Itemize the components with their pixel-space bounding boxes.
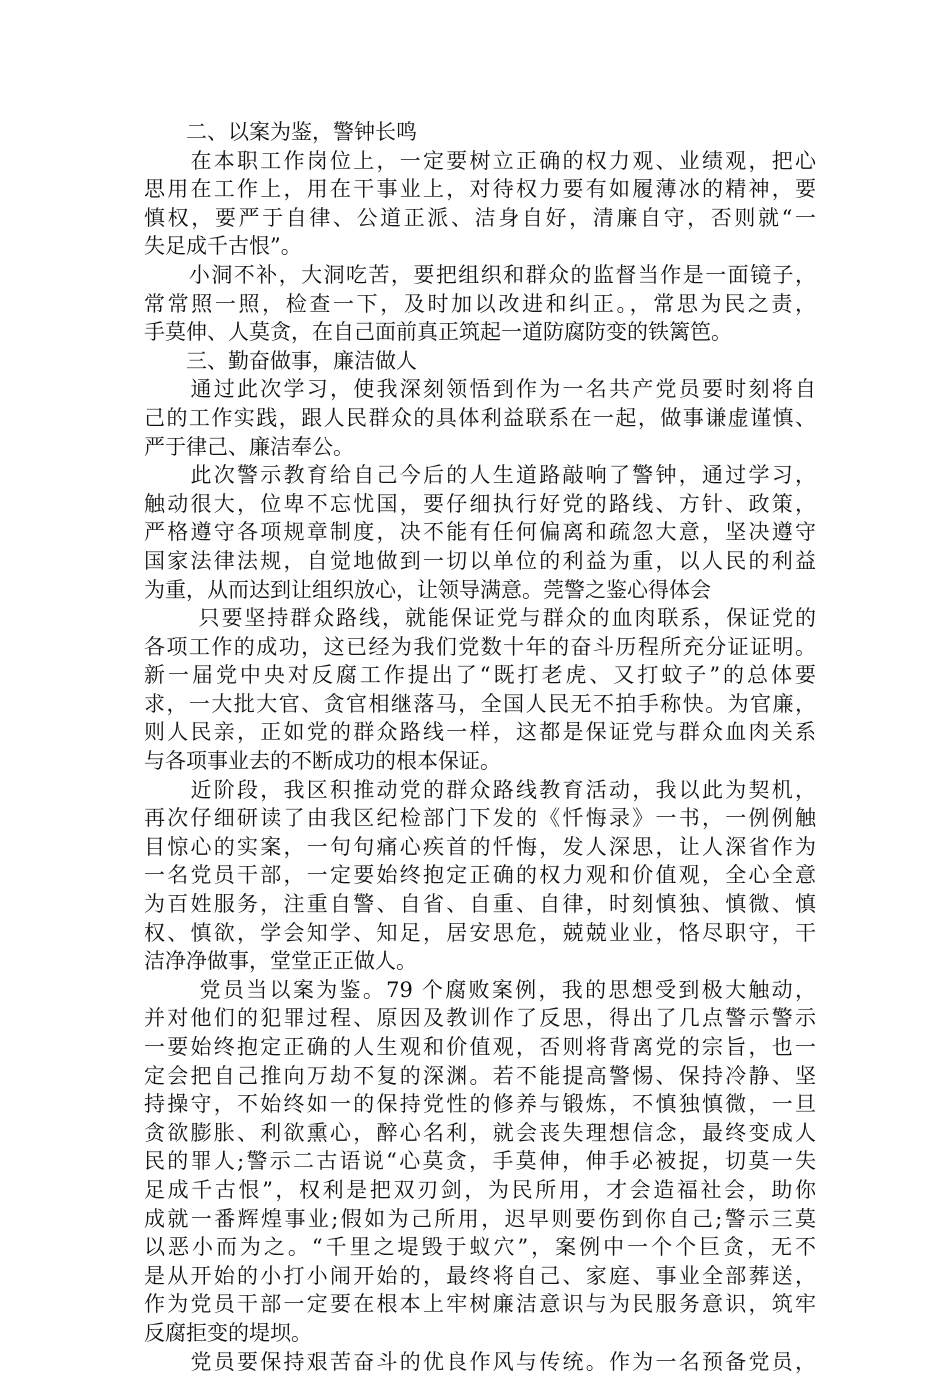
text-line: 常常照一照，检查一下，及时加以改进和纠正。，常思为民之责，	[144, 291, 816, 316]
text-line: 反腐拒变的堤坝。	[144, 1320, 312, 1345]
text-line: 再次仔细研读了由我区纪检部门下发的《忏悔录》一书，一例例触	[144, 806, 816, 831]
text-line: 手莫伸、人莫贪，在自己面前真正筑起一道防腐防变的铁篱笆。	[144, 320, 732, 345]
text-line: 是从开始的小打小闹开始的，最终将自己、家庭、事业全部葬送，	[144, 1263, 816, 1288]
text-line: 为百姓服务，注重自警、自省、自重、自律，时刻慎独、慎微、慎	[144, 892, 816, 917]
text-line: 党员当以案为鉴。79 个腐败案例，我的思想受到极大触动，	[144, 977, 816, 1002]
text-line: 此次警示教育给自己今后的人生道路敲响了警钟，通过学习，	[144, 463, 816, 488]
text-line: 只要坚持群众路线，就能保证党与群众的血肉联系，保证党的	[144, 606, 816, 631]
text-line: 慎权，要严于自律、公道正派、洁身自好，清廉自守，否则就“一	[144, 205, 816, 230]
text-line: 贪欲膨胀、利欲熏心，醉心名利，就会丧失理想信念，最终变成人	[144, 1120, 816, 1145]
text-line: 一名党员干部，一定要始终抱定正确的权力观和价值观，全心全意	[144, 863, 816, 888]
text-line: 国家法律法规，自觉地做到一切以单位的利益为重，以人民的利益	[144, 548, 816, 573]
text-line: 为重，从而达到让组织放心，让领导满意。莞警之鉴心得体会	[144, 577, 711, 602]
text-line: 通过此次学习，使我深刻领悟到作为一名共产党员要时刻将自	[144, 377, 816, 402]
text-line: 作为党员干部一定要在根本上牢树廉洁意识与为民服务意识，筑牢	[144, 1292, 816, 1317]
text-line: 民的罪人;警示二古语说“心莫贪，手莫伸，伸手必被捉，切莫一失	[144, 1149, 816, 1174]
text-line: 己的工作实践，跟人民群众的具体利益联系在一起，做事谦虚谨慎、	[144, 405, 816, 430]
text-line: 与各项事业去的不断成功的根本保证。	[144, 749, 501, 774]
text-line: 在本职工作岗位上，一定要树立正确的权力观、业绩观，把心	[144, 148, 816, 173]
text-line: 洁净净做事，堂堂正正做人。	[144, 949, 417, 974]
text-line: 失足成千古恨”。	[144, 234, 302, 259]
text-line: 严格遵守各项规章制度，决不能有任何偏离和疏忽大意，坚决遵守	[144, 520, 816, 545]
text-line: 求，一大批大官、贪官相继落马，全国人民无不拍手称快。为官廉，	[144, 691, 816, 716]
text-line: 党员要保持艰苦奋斗的优良作风与传统。作为一名预备党员，	[144, 1349, 816, 1374]
text-line: 小洞不补，大洞吃苦，要把组织和群众的监督当作是一面镜子，	[144, 262, 816, 287]
document-body	[144, 118, 816, 1376]
text-line: 成就一番辉煌事业;假如为己所用，迟早则要伤到你自己;警示三莫	[144, 1206, 816, 1231]
text-line: 权、慎欲，学会知学、知足，居安思危，兢兢业业，恪尽职守，干	[144, 920, 816, 945]
text-line: 近阶段，我区积推动党的群众路线教育活动，我以此为契机，	[144, 777, 816, 802]
text-line: 新一届党中央对反腐工作提出了“既打老虎、又打蚊子”的总体要	[144, 663, 816, 688]
text-line: 二、以案为鉴，警钟长鸣	[144, 120, 417, 144]
text-line: 触动很大，位卑不忘忧国，要仔细执行好党的路线、方针、政策，	[144, 491, 816, 516]
text-line: 三、勤奋做事，廉洁做人	[144, 348, 417, 373]
text-line: 并对他们的犯罪过程、原因及教训作了反思，得出了几点警示警示	[144, 1006, 816, 1031]
text-line: 则人民亲，正如党的群众路线一样，这都是保证党与群众血肉关系	[144, 720, 816, 745]
text-line: 以恶小而为之。“千里之堤毁于蚁穴”，案例中一个个巨贪，无不	[144, 1235, 816, 1260]
text-line: 各项工作的成功，这已经为我们党数十年的奋斗历程所充分证证明。	[144, 634, 816, 659]
text-line: 目惊心的实案，一句句痛心疾首的忏悔，发人深思，让人深省作为	[144, 834, 816, 859]
text-line: 持操守，不始终如一的保持党性的修养与锻炼，不慎独慎微，一旦	[144, 1092, 816, 1117]
text-line: 严于律己、廉洁奉公。	[144, 434, 354, 459]
text-line: 思用在工作上，用在干事业上，对待权力要有如履薄冰的精神，要	[144, 177, 816, 202]
text-line: 足成千古恨”，权利是把双刃剑，为民所用，才会造福社会，助你	[144, 1177, 816, 1202]
text-line: 定会把自己推向万劫不复的深渊。若不能提高警惕、保持冷静、坚	[144, 1063, 816, 1088]
text-line: 一要始终抱定正确的人生观和价值观，否则将背离党的宗旨，也一	[144, 1035, 816, 1059]
